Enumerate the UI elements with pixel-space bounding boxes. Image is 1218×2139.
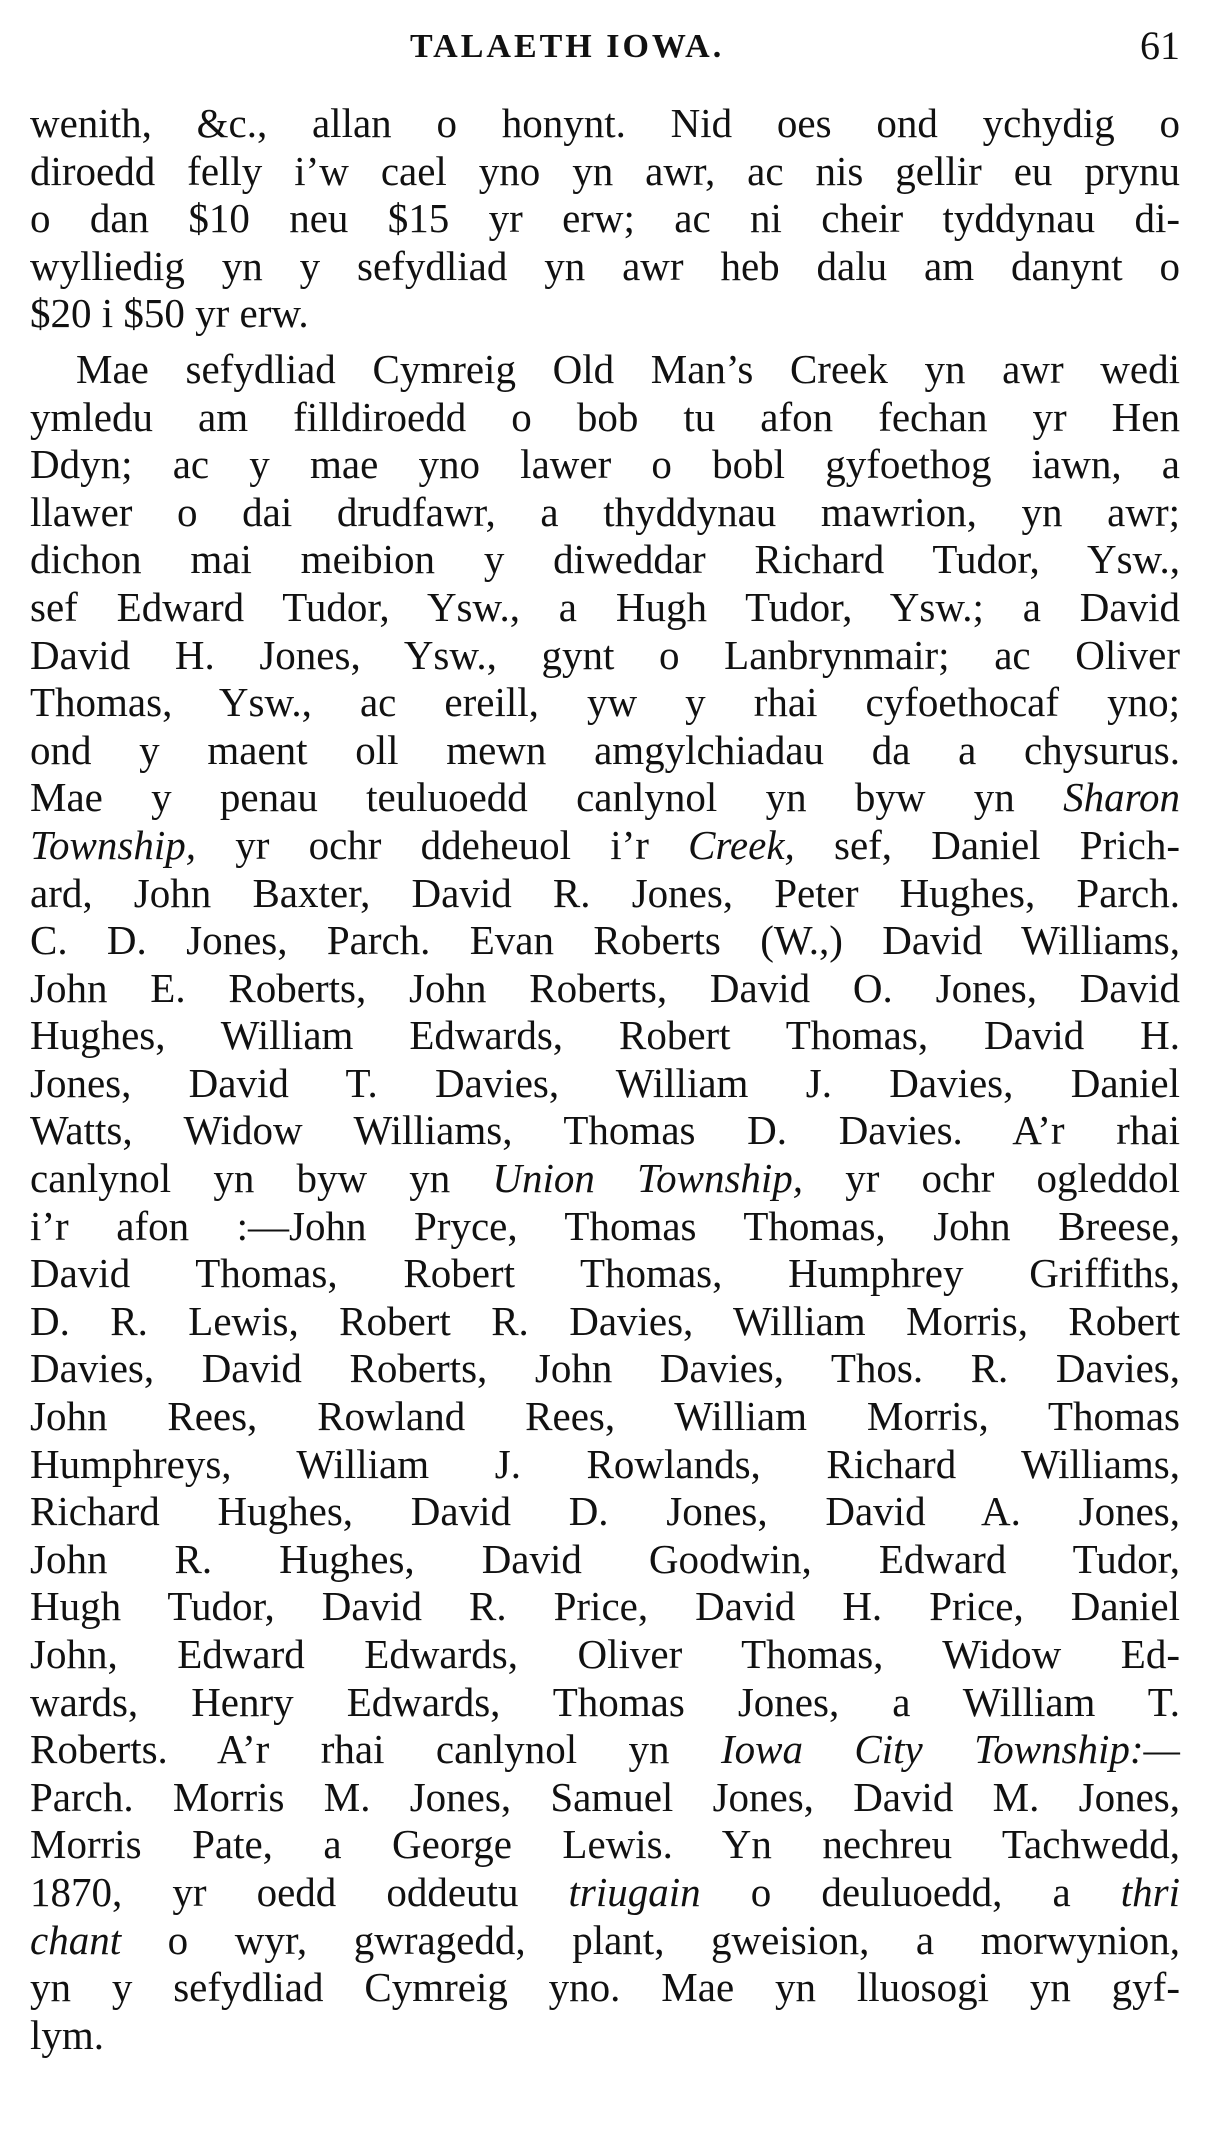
text-line: David Thomas, Robert Thomas, Humphrey Griffiths, [30,1250,1180,1297]
paragraph-2 [30,346,1180,2059]
text-line: ond y maent oll mewn amgylchiadau da a chysurus. [30,726,1180,773]
text-line: diroedd felly i’w cael yno yn awr, ac nis gellir eu prynu [30,147,1180,194]
italic-place-name: Iowa City Township:— [720,1726,1180,1773]
text-line [30,1726,1180,1774]
text-line: i’r afon :—John Pryce, Thomas Thomas, John Breese, [30,1202,1180,1249]
text-run: o wyr, gwragedd, plant, gweision, a morwynion, [121,1916,1180,1963]
text-run: sef, Daniel Prich- [794,821,1180,868]
italic-place-name: Union Township, [492,1155,804,1202]
text-line: Hugh Tudor, David R. Price, David H. Price, Daniel [30,1583,1180,1630]
text-line: Watts, Widow Williams, Thomas D. Davies. A’r rhai [30,1107,1180,1154]
italic-word: thri [1120,1868,1180,1915]
text-line: Richard Hughes, David D. Jones, David A. Jones, [30,1488,1180,1535]
text-line [30,1155,1180,1203]
text-line: John R. Hughes, David Goodwin, Edward Tudor, [30,1535,1180,1582]
text-line: John E. Roberts, John Roberts, David O. Jones, David [30,964,1180,1011]
body-text [30,100,1180,2059]
italic-place-name: Creek, [688,821,795,868]
text-line: dichon mai meibion y diweddar Richard Tudor, Ysw., [30,536,1180,583]
text-line: yn y sefydliad Cymreig yno. Mae yn lluosogi yn gyf- [30,1964,1180,2011]
text-line: Morris Pate, a George Lewis. Yn nechreu Tachwedd, [30,1821,1180,1868]
text-line: wards, Henry Edwards, Thomas Jones, a William T. [30,1678,1180,1725]
text-line: Hughes, William Edwards, Robert Thomas, David H. [30,1012,1180,1059]
text-line: Mae sefydliad Cymreig Old Man’s Creek yn awr wedi [76,345,1180,392]
text-line: wenith, &c., allan o honynt. Nid oes ond ychydig o [30,100,1180,146]
text-run: o deuluoedd, a [700,1868,1121,1915]
text-line [30,1869,1180,1917]
text-run: Mae y penau teuluoedd canlynol yn byw yn [30,774,1064,821]
text-line: C. D. Jones, Parch. Evan Roberts (W.,) David Williams, [30,917,1180,964]
text-run: yr ochr ddeheuol i’r [195,821,689,868]
text-line: llawer o dai drudfawr, a thyddynau mawrion, yn awr; [30,488,1180,535]
text-line: lym. [30,2011,105,2058]
paragraph-gap [30,338,1180,346]
text-line: Parch. Morris M. Jones, Samuel Jones, David M. Jones, [30,1773,1180,1820]
text-line: ymledu am filldiroedd o bob tu afon fechan yr Hen [30,393,1180,440]
book-page [30,18,1180,2059]
text-line [30,774,1180,822]
text-line: ard, John Baxter, David R. Jones, Peter Hughes, Parch. [30,869,1180,916]
italic-word: chant [30,1916,122,1963]
text-line: David H. Jones, Ysw., gynt o Lanbrynmair; ac Oliver [30,631,1180,678]
text-line: Jones, David T. Davies, William J. Davies, Daniel [30,1059,1180,1106]
italic-word: triugain [568,1868,701,1915]
italic-place-name: Township, [30,821,196,868]
text-line: wylliedig yn y sefydliad yn awr heb dalu am danynt o [30,242,1180,289]
text-line: Davies, David Roberts, John Davies, Thos. R. Davies, [30,1345,1180,1392]
text-line [30,1917,1180,1965]
text-run: Roberts. A’r rhai canlynol yn [30,1726,721,1773]
text-line: John Rees, Rowland Rees, William Morris, Thomas [30,1393,1180,1440]
text-run: canlynol yn byw yn [30,1155,493,1202]
paragraph-1 [30,100,1180,338]
text-line: Thomas, Ysw., ac ereill, yw y rhai cyfoethocaf yno; [30,679,1180,726]
text-line: $20 i $50 yr erw. [30,290,309,337]
text-line [30,822,1180,870]
text-line: D. R. Lewis, Robert R. Davies, William Morris, Robert [30,1297,1180,1344]
text-run: yr ochr ogleddol [803,1155,1180,1202]
text-run: 1870, yr oedd oddeutu [30,1868,569,1915]
text-line: Humphreys, William J. Rowlands, Richard Williams, [30,1440,1180,1487]
text-line: sef Edward Tudor, Ysw., a Hugh Tudor, Ysw.; a David [30,583,1180,630]
text-line: o dan $10 neu $15 yr erw; ac ni cheir tyddynau di- [30,195,1180,242]
text-line: John, Edward Edwards, Oliver Thomas, Widow Ed- [30,1631,1180,1677]
italic-place-name: Sharon [1063,774,1180,821]
running-title: TALAETH IOWA. [410,28,725,65]
text-line: Ddyn; ac y mae yno lawer o bobl gyfoethog iawn, a [30,441,1180,488]
page-number: 61 [1140,23,1180,68]
page-header [30,18,1180,70]
